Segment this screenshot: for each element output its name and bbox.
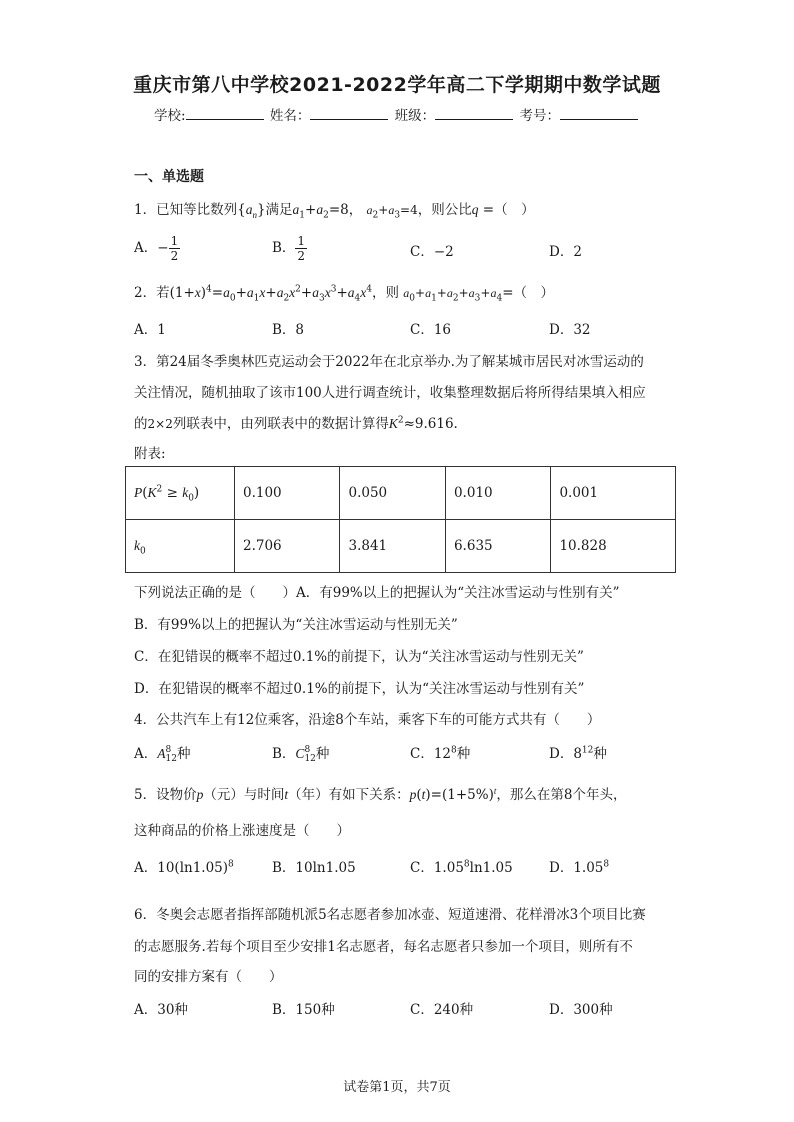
school-label: 学校: — [154, 108, 186, 124]
page-footer: 试卷第1页，共7页 — [343, 1080, 451, 1095]
question-5-line-1: 5．设物价p（元）与时间t（年）有如下关系：$p(t)=(1+5\%)^t$，那么在第8个年头， — [134, 785, 627, 803]
question-3-option-b[interactable]: B．有99%以上的把握认为“关注冰雪运动与性别无关” — [134, 617, 458, 633]
question-2-option-d[interactable]: D．32 — [549, 322, 591, 338]
class-blank[interactable] — [435, 105, 513, 120]
question-4-option-d[interactable]: D．$8^{12}$种 — [549, 745, 607, 762]
question-4-stem: 4．公共汽车上有12位乘客，沿途8个车站，乘客下车的可能方式共有（ ） — [134, 712, 601, 728]
question-3-line-3: 的2×2列联表中，由列联表中的数据计算得$K^2\approx 9.616$. — [134, 415, 458, 432]
exam-no-blank[interactable] — [560, 105, 638, 120]
question-3-line-2: 关注情况，随机抽取了该市100人进行调查统计，收集整理数据后将所得结果填入相应 — [134, 385, 646, 401]
question-1-option-d[interactable]: D．2 — [549, 244, 582, 260]
table-cell: 0.010 — [445, 467, 550, 520]
question-5-line-2: 这种商品的价格上涨速度是（ ） — [134, 823, 350, 839]
table-cell: 0.100 — [235, 467, 340, 520]
section-title: 一、单选题 — [134, 169, 204, 185]
table-row — [126, 520, 676, 573]
name-blank[interactable] — [310, 105, 388, 120]
question-1-option-c[interactable]: C．−2 — [410, 244, 454, 260]
question-5-option-a[interactable]: A．$10(\ln 1.05)^8$ — [134, 859, 234, 876]
table-cell: 10.828 — [551, 520, 676, 573]
question-4-option-a[interactable]: A．A 8 12 种 — [134, 744, 191, 764]
question-6-option-b[interactable]: B．150种 — [272, 1002, 335, 1018]
question-1-stem: 1．已知等比数列$\{a_n\}$满足$a_1+a_2=8$， $a_2+a_3=4$，则公比q =（ ） — [134, 202, 535, 221]
table-cell: 2.706 — [235, 520, 340, 573]
question-5-option-c[interactable]: C．1.05$^8$ln1.05 — [410, 859, 513, 876]
appendix-label: 附表: — [134, 446, 166, 462]
table-header-cell: $k_0$ — [126, 520, 235, 573]
question-3-line-1: 3．第24届冬季奥林匹克运动会于2022年在北京举办.为了解某城市居民对冰雪运动的 — [134, 354, 644, 370]
question-1-option-b[interactable]: B． $\frac{1}{2}$ — [272, 234, 306, 263]
table-cell: 0.001 — [551, 467, 676, 520]
question-5-option-d[interactable]: D．1.05$^8$ — [549, 859, 610, 876]
question-4-option-b[interactable]: B．C 8 12 种 — [272, 744, 330, 764]
critical-value-table — [125, 466, 676, 573]
question-2-option-c[interactable]: C．16 — [410, 322, 452, 338]
question-2-option-a[interactable]: A．1 — [134, 322, 166, 338]
question-3-option-a[interactable]: 下列说法正确的是（ ）A．有99%以上的把握认为“关注冰雪运动与性别有关” — [134, 585, 620, 601]
question-3-option-c[interactable]: C．在犯错误的概率不超过0.1%的前提下，认为“关注冰雪运动与性别无关” — [134, 649, 584, 665]
question-2-stem: 2．若$(1+x)^4=a_0+a_1x+a_2x^2+a_3x^3+a_4x^4$，则 $a_0+a_1+a_2+a_3+a_4=$（ ） — [134, 284, 554, 304]
question-6-option-c[interactable]: C．240种 — [410, 1002, 474, 1018]
question-1-option-a[interactable]: A．− $\frac{1}{2}$ — [134, 234, 179, 263]
table-cell: 6.635 — [445, 520, 550, 573]
table-cell: 0.050 — [340, 467, 445, 520]
question-6-option-d[interactable]: D．300种 — [549, 1002, 613, 1018]
table-header-cell: $P(K^2 \ge k_0)$ — [126, 467, 235, 520]
question-4-option-c[interactable]: C．$12^8$种 — [410, 745, 471, 762]
school-blank[interactable] — [186, 105, 264, 120]
page-title: 重庆市第八中学校2021-2022学年高二下学期期中数学试题 — [133, 74, 661, 96]
student-info-line — [0, 104, 794, 124]
question-2-option-b[interactable]: B．8 — [272, 322, 305, 338]
question-6-option-a[interactable]: A．30种 — [134, 1002, 188, 1018]
class-label: 班级： — [394, 108, 436, 124]
question-3-option-d[interactable]: D．在犯错误的概率不超过0.1%的前提下，认为“关注冰雪运动与性别有关” — [134, 681, 585, 697]
exam-no-label: 考号： — [519, 108, 560, 124]
name-label: 姓名： — [269, 108, 311, 124]
question-5-option-b[interactable]: B．10ln1.05 — [272, 860, 356, 876]
table-row — [126, 467, 676, 520]
table-cell: 3.841 — [340, 520, 445, 573]
question-6-line-1: 6．冬奥会志愿者指挥部随机派5名志愿者参加冰壶、短道速滑、花样滑冰3个项目比赛 — [134, 907, 646, 923]
question-6-line-3: 同的安排方案有（ ） — [134, 969, 283, 985]
question-6-line-2: 的志愿服务.若每个项目至少安排1名志愿者，每名志愿者只参加一个项目，则所有不 — [134, 939, 633, 955]
